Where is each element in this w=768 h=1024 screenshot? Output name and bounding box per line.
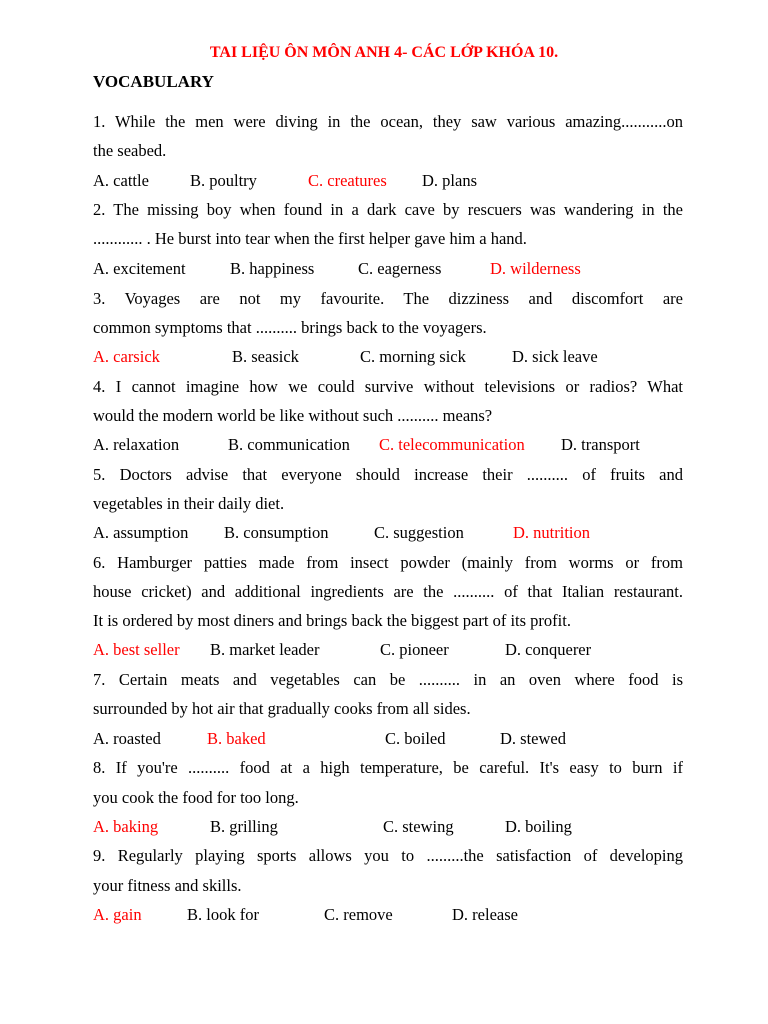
question-6-option-d: D. conquerer [505,640,592,659]
question-8-text-line: you cook the food for too long. [93,788,299,807]
question-7-option-b-answer: B. baked [207,729,266,748]
question-7-text-line: surrounded by hot air that gradually cooks from all sides. [93,699,471,718]
question-1-option-d: D. plans [422,171,477,190]
question-8-option-a-answer: A. baking [93,817,159,836]
question-1-text-line: the seabed. [93,141,167,160]
question-9-text-line: your fitness and skills. [93,876,242,895]
question-6-option-b: B. market leader [210,640,320,659]
question-8-option-d: D. boiling [505,817,572,836]
question-2-text-line: 2. The missing boy when found in a dark cave by rescuers was wandering in the [93,200,683,219]
question-1-option-c-answer: C. creatures [308,171,387,190]
question-2-option-a: A. excitement [93,259,186,278]
question-1-option-b: B. poultry [190,171,257,190]
page-title: TAI LIỆU ÔN MÔN ANH 4- CÁC LỚP KHÓA 10. [209,44,559,61]
question-2-option-b: B. happiness [230,259,315,278]
question-5-option-d-answer: D. nutrition [513,523,590,542]
question-9-option-b: B. look for [187,905,259,924]
question-3-option-c: C. morning sick [360,347,466,366]
question-7-option-a: A. roasted [93,729,161,748]
question-6-text-line: 6. Hamburger patties made from insect powder (mainly from worms or from [93,553,683,572]
question-3-option-d: D. sick leave [512,347,598,366]
question-8-text-line: 8. If you're .......... food at a high temperature, be careful. It's easy to burn if [93,758,683,777]
question-6-option-a-answer: A. best seller [93,640,180,659]
question-2-text-line: ............ . He burst into tear when the first helper gave him a hand. [93,229,527,248]
question-8-option-c: C. stewing [383,817,454,836]
question-9-text-line: 9. Regularly playing sports allows you to .........the satisfaction of developing [93,846,683,865]
question-4-text-line: 4. I cannot imagine how we could survive without televisions or radios? What [93,377,683,396]
question-5-text-line: vegetables in their daily diet. [93,494,285,513]
question-7-text-line: 7. Certain meats and vegetables can be .......... in an oven where food is [93,670,683,689]
question-5-option-c: C. suggestion [374,523,464,542]
question-1-option-a: A. cattle [93,171,149,190]
question-9-option-a-answer: A. gain [93,905,142,924]
question-3-text-line: common symptoms that .......... brings back to the voyagers. [93,318,487,337]
question-5-text-line: 5. Doctors advise that everyone should increase their .......... of fruits and [93,465,683,484]
question-2-option-c: C. eagerness [358,259,442,278]
question-9-option-d: D. release [452,905,518,924]
question-3-option-a-answer: A. carsick [93,347,160,366]
question-2-option-d-answer: D. wilderness [490,259,581,278]
question-5-option-a: A. assumption [93,523,189,542]
question-6-text-line: It is ordered by most diners and brings back the biggest part of its profit. [93,611,571,630]
question-6-text-line: house cricket) and additional ingredients are the .......... of that Italian restaurant. [93,582,683,601]
question-7-option-c: C. boiled [385,729,446,748]
question-8-option-b: B. grilling [210,817,278,836]
question-1-text-line: 1. While the men were diving in the ocean, they saw various amazing...........on [93,112,683,131]
question-4-option-b: B. communication [228,435,350,454]
question-4-option-a: A. relaxation [93,435,180,454]
question-3-option-b: B. seasick [232,347,299,366]
section-heading: VOCABULARY [93,72,214,91]
question-4-option-d: D. transport [561,435,640,454]
question-4-option-c-answer: C. telecommunication [379,435,525,454]
question-3-text-line: 3. Voyages are not my favourite. The dizziness and discomfort are [93,289,683,308]
question-7-option-d: D. stewed [500,729,566,748]
question-4-text-line: would the modern world be like without such .......... means? [93,406,493,425]
question-6-option-c: C. pioneer [380,640,449,659]
question-9-option-c: C. remove [324,905,393,924]
question-5-option-b: B. consumption [224,523,329,542]
